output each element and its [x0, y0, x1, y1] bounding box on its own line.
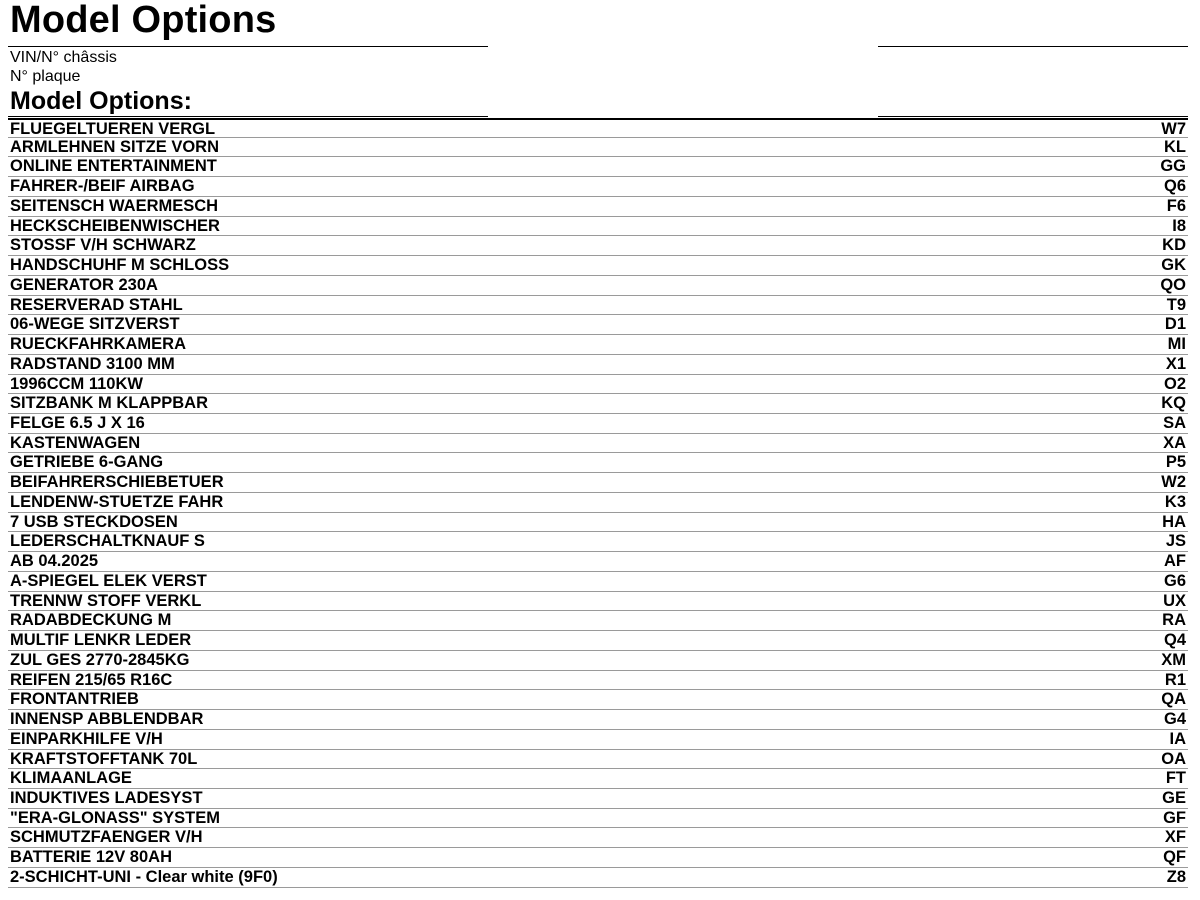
option-row — [8, 828, 1188, 848]
option-label: HANDSCHUHF M SCHLOSS — [10, 256, 230, 275]
option-code: Z8 — [1166, 867, 1186, 886]
option-row — [8, 611, 1188, 631]
option-label: 2-SCHICHT-UNI - Clear white (9F0) — [10, 867, 278, 886]
option-label: FLUEGELTUEREN VERGL — [10, 120, 216, 138]
option-code: UX — [1163, 591, 1186, 610]
option-row — [8, 296, 1188, 316]
plate-label: N° plaque — [10, 68, 81, 85]
option-label: MULTIF LENKR LEDER — [10, 631, 192, 650]
option-code: KQ — [1161, 394, 1186, 413]
option-label: TRENNW STOFF VERKL — [10, 591, 202, 610]
option-code: T9 — [1166, 295, 1186, 314]
option-code: Q6 — [1163, 177, 1186, 196]
option-row — [8, 473, 1188, 493]
section-rule-left — [8, 116, 488, 117]
option-row — [8, 236, 1188, 256]
option-code: QA — [1161, 690, 1186, 709]
option-row — [8, 750, 1188, 770]
option-label: RADABDECKUNG M — [10, 611, 172, 630]
option-row — [8, 157, 1188, 177]
option-label: A-SPIEGEL ELEK VERST — [10, 571, 207, 590]
option-row — [8, 552, 1188, 572]
option-row — [8, 868, 1188, 888]
option-row — [8, 197, 1188, 217]
option-row — [8, 572, 1188, 592]
option-code: KL — [1164, 137, 1186, 156]
option-code: OA — [1161, 749, 1186, 768]
option-label: REIFEN 215/65 R16C — [10, 670, 173, 689]
option-label: SITZBANK M KLAPPBAR — [10, 394, 208, 413]
option-label: RUECKFAHRKAMERA — [10, 335, 186, 354]
option-row — [8, 375, 1188, 395]
option-label: KASTENWAGEN — [10, 433, 141, 452]
option-code: K3 — [1164, 492, 1186, 511]
option-label: BEIFAHRERSCHIEBETUER — [10, 473, 224, 492]
option-label: LEDERSCHALTKNAUF S — [10, 532, 205, 551]
section-title: Model Options: — [10, 87, 192, 115]
option-row — [8, 177, 1188, 197]
option-code: GF — [1163, 808, 1186, 827]
option-label: AB 04.2025 — [10, 552, 99, 571]
title-rule-right — [878, 46, 1188, 47]
option-code: I8 — [1172, 216, 1186, 235]
option-label: KLIMAANLAGE — [10, 769, 132, 788]
option-code: JS — [1165, 532, 1186, 551]
option-code: GE — [1162, 788, 1186, 807]
option-label: ARMLEHNEN SITZE VORN — [10, 137, 220, 156]
option-row — [8, 532, 1188, 552]
option-label: FELGE 6.5 J X 16 — [10, 414, 145, 433]
option-code: D1 — [1164, 315, 1186, 334]
option-code: R1 — [1164, 670, 1186, 689]
option-row — [8, 592, 1188, 612]
option-code: F6 — [1166, 196, 1186, 215]
option-label: FAHRER-/BEIF AIRBAG — [10, 177, 195, 196]
option-row — [8, 217, 1188, 237]
option-label: HECKSCHEIBENWISCHER — [10, 216, 220, 235]
option-label: 1996CCM 110KW — [10, 374, 143, 393]
option-row — [8, 453, 1188, 473]
option-label: BATTERIE 12V 80AH — [10, 848, 172, 867]
option-row — [8, 671, 1188, 691]
option-code: W7 — [1161, 120, 1186, 138]
option-code: X1 — [1165, 354, 1186, 373]
option-label: SCHMUTZFAENGER V/H — [10, 828, 203, 847]
option-code: GG — [1160, 157, 1186, 176]
option-code: QF — [1163, 848, 1186, 867]
option-code: W2 — [1161, 473, 1186, 492]
option-code: G6 — [1163, 571, 1186, 590]
option-label: STOSSF V/H SCHWARZ — [10, 236, 196, 255]
option-code: HA — [1162, 512, 1186, 531]
option-row — [8, 848, 1188, 868]
option-label: RESERVERAD STAHL — [10, 295, 183, 314]
option-code: RA — [1162, 611, 1186, 630]
option-label: ZUL GES 2770-2845KG — [10, 650, 190, 669]
title-rule-left — [8, 46, 488, 47]
option-row — [8, 631, 1188, 651]
vin-label: VIN/N° châssis — [10, 49, 117, 66]
option-label: LENDENW-STUETZE FAHR — [10, 492, 224, 511]
option-row — [8, 394, 1188, 414]
option-row — [8, 730, 1188, 750]
option-row — [8, 256, 1188, 276]
option-label: EINPARKHILFE V/H — [10, 729, 163, 748]
option-row — [8, 651, 1188, 671]
option-row — [8, 513, 1188, 533]
option-code: P5 — [1165, 453, 1186, 472]
option-label: GENERATOR 230A — [10, 275, 158, 294]
option-label: SEITENSCH WAERMESCH — [10, 196, 219, 215]
option-label: 06-WEGE SITZVERST — [10, 315, 180, 334]
option-code: IA — [1169, 729, 1186, 748]
option-label: KRAFTSTOFFTANK 70L — [10, 749, 198, 768]
option-label: RADSTAND 3100 MM — [10, 354, 175, 373]
option-row — [8, 434, 1188, 454]
option-label: INDUKTIVES LADESYST — [10, 788, 203, 807]
option-label: GETRIEBE 6-GANG — [10, 453, 164, 472]
option-row — [8, 118, 1188, 138]
option-row — [8, 809, 1188, 829]
option-row — [8, 769, 1188, 789]
option-code: KD — [1162, 236, 1186, 255]
option-row — [8, 710, 1188, 730]
option-row — [8, 690, 1188, 710]
option-row — [8, 789, 1188, 809]
option-label: INNENSP ABBLENDBAR — [10, 710, 204, 729]
options-list — [8, 118, 1188, 888]
page-title: Model Options — [10, 0, 277, 41]
option-label: 7 USB STECKDOSEN — [10, 512, 178, 531]
option-code: SA — [1163, 414, 1186, 433]
section-rule-right — [878, 116, 1188, 117]
option-row — [8, 355, 1188, 375]
option-code: AF — [1164, 552, 1186, 571]
option-row — [8, 414, 1188, 434]
option-code: XF — [1164, 828, 1186, 847]
option-code: XM — [1161, 650, 1186, 669]
option-code: O2 — [1163, 374, 1186, 393]
option-row — [8, 493, 1188, 513]
option-row — [8, 276, 1188, 296]
option-label: "ERA-GLONASS" SYSTEM — [10, 808, 220, 827]
option-row — [8, 315, 1188, 335]
option-code: GK — [1161, 256, 1186, 275]
option-code: MI — [1167, 335, 1186, 354]
option-label: ONLINE ENTERTAINMENT — [10, 157, 217, 176]
option-code: XA — [1163, 433, 1186, 452]
option-code: FT — [1165, 769, 1186, 788]
option-code: G4 — [1163, 710, 1186, 729]
option-row — [8, 138, 1188, 158]
option-row — [8, 335, 1188, 355]
option-code: QO — [1160, 275, 1186, 294]
option-code: Q4 — [1163, 631, 1186, 650]
option-label: FRONTANTRIEB — [10, 690, 139, 709]
